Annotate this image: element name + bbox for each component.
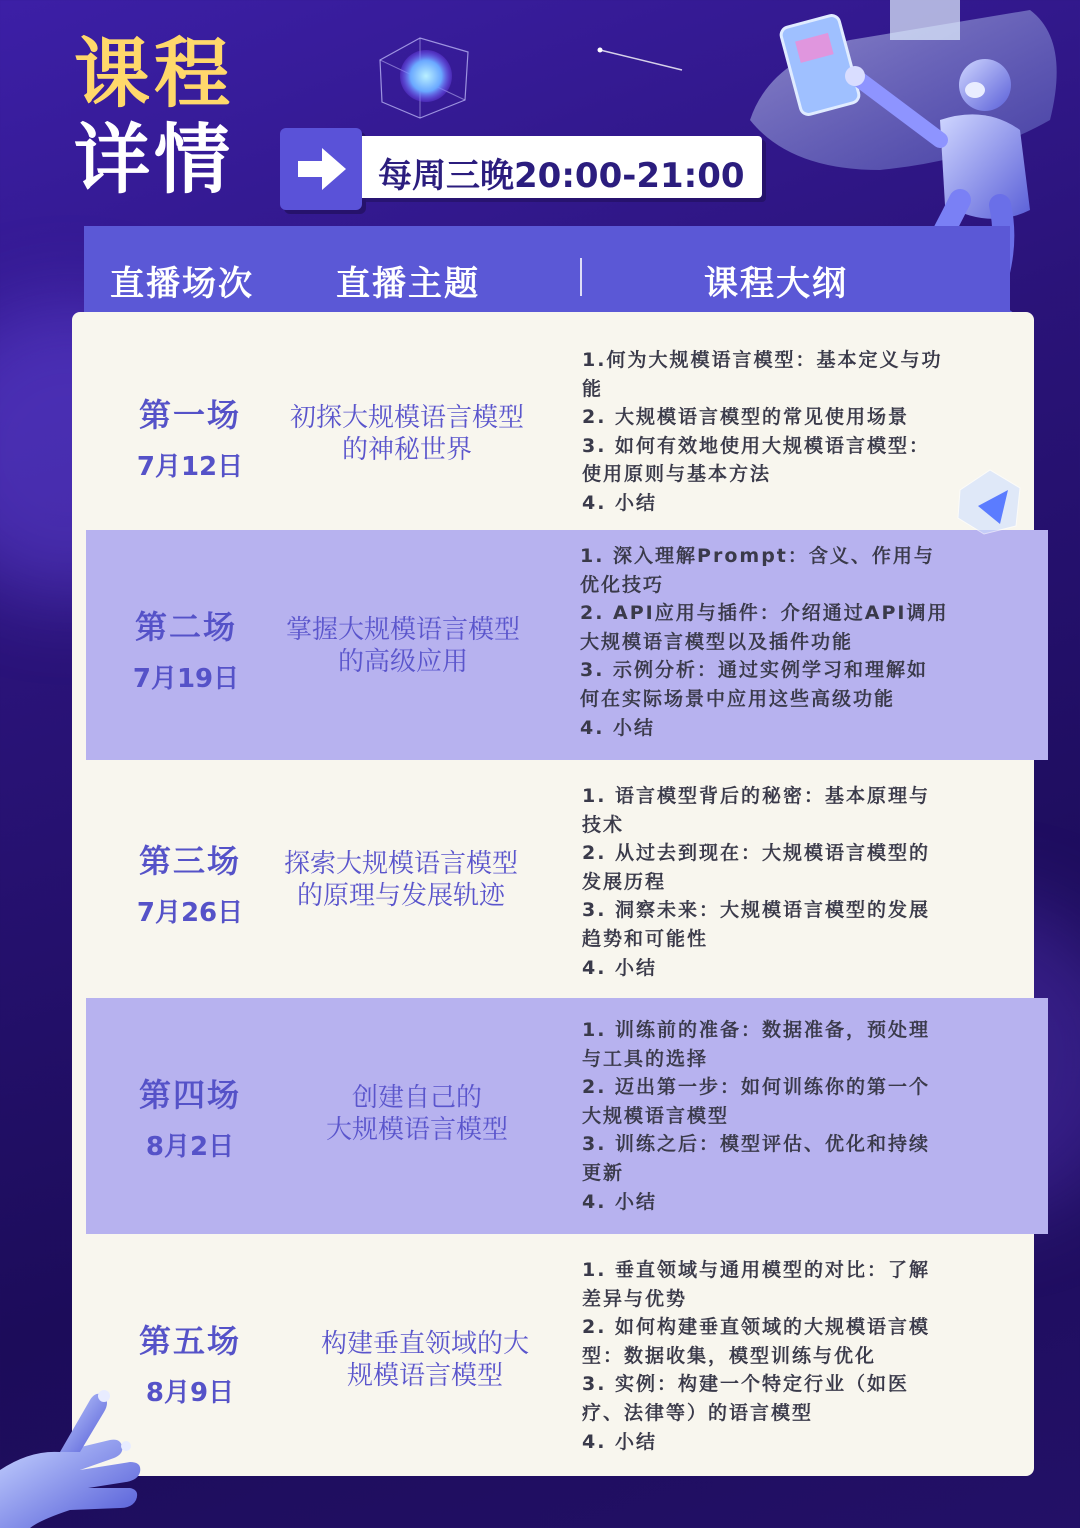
outline-line: 2. 从过去到现在：大规模语言模型的	[582, 842, 931, 865]
topic-line: 掌握大规模语言模型	[285, 615, 520, 645]
session-date: 8月9日	[145, 1378, 235, 1408]
outline-line: 疗、法律等）的语言模型	[582, 1401, 814, 1424]
outline-line: 3. 实例：构建一个特定行业（如医	[582, 1373, 910, 1396]
outline-line: 3. 示例分析：通过实例学习和理解如	[580, 659, 929, 682]
outline-cell	[582, 1256, 1002, 1456]
topic-cell	[262, 402, 552, 466]
crystal-cube-icon	[370, 20, 480, 120]
outline-line: 2. API应用与插件：介绍通过API调用	[580, 602, 949, 625]
topic-line: 规模语言模型	[346, 1361, 503, 1391]
outline-cell	[582, 346, 1002, 518]
session-date: 7月19日	[132, 664, 240, 694]
topic-cell	[272, 1082, 562, 1146]
topic-cell	[258, 614, 548, 678]
session-cell	[86, 602, 286, 695]
topic-line: 创建自己的	[351, 1083, 482, 1113]
outline-line: 3. 洞察未来：大规模语言模型的发展	[582, 899, 931, 922]
outline-line: 1. 训练前的准备：数据准备，预处理	[582, 1019, 931, 1041]
outline-line: 3. 训练之后：模型评估、优化和持续	[582, 1133, 931, 1156]
topic-line: 的神秘世界	[341, 435, 472, 465]
column-header-session: 直播场次	[110, 264, 254, 304]
outline-line: 与工具的选择	[582, 1047, 709, 1070]
session-name: 第一场	[138, 396, 241, 434]
outline-line: 2. 如何构建垂直领域的大规模语言模	[582, 1316, 931, 1339]
outline-line: 1. 垂直领域与通用模型的对比：了解	[582, 1259, 931, 1281]
topic-line: 构建垂直领域的大	[320, 1329, 529, 1359]
outline-line: 2. 大规模语言模型的常见使用场景	[582, 406, 910, 429]
session-cell	[90, 1316, 290, 1409]
topic-line: 的高级应用	[337, 647, 468, 677]
table-row	[86, 530, 1048, 760]
outline-line: 优化技巧	[580, 573, 665, 596]
outline-line: 何在实际场景中应用这些高级功能	[580, 687, 896, 710]
table-row	[86, 330, 1048, 530]
outline-line: 4. 小结	[582, 491, 658, 514]
session-date: 8月2日	[145, 1132, 235, 1162]
topic-cell	[256, 848, 546, 912]
outline-line: 趋势和可能性	[582, 927, 709, 950]
schedule-banner	[362, 136, 762, 198]
outline-line: 2. 迈出第一步：如何训练你的第一个	[582, 1076, 931, 1099]
session-name: 第二场	[134, 608, 237, 646]
session-date: 7月12日	[136, 452, 244, 482]
page-title-line2: 详情	[74, 115, 234, 204]
outline-line: 大规模语言模型以及插件功能	[580, 630, 854, 653]
table-row	[86, 1234, 1048, 1474]
session-name: 第五场	[138, 1322, 241, 1360]
session-cell	[90, 1070, 290, 1163]
page-title-line1: 课程	[74, 29, 234, 118]
outline-line: 1. 语言模型背后的秘密：基本原理与	[582, 785, 931, 807]
outline-line: 4. 小结	[582, 1190, 658, 1213]
topic-cell	[280, 1328, 570, 1392]
outline-line: 使用原则与基本方法	[582, 463, 772, 486]
arrow-badge	[280, 128, 362, 210]
table-row	[86, 760, 1048, 998]
outline-line: 更新	[582, 1161, 625, 1184]
arrow-right-icon	[280, 128, 362, 210]
outline-cell	[580, 542, 1000, 742]
outline-line: 4. 小结	[580, 716, 656, 739]
shooting-star-icon	[596, 44, 686, 74]
table-row	[86, 998, 1048, 1234]
session-name: 第三场	[138, 842, 241, 880]
outline-line: 技术	[582, 813, 625, 836]
topic-line: 初探大规模语言模型	[289, 403, 524, 433]
schedule-time: 每周三晚20:00-21:00	[378, 156, 745, 196]
column-divider	[580, 258, 582, 296]
column-header-topic: 直播主题	[336, 264, 480, 304]
session-name: 第四场	[138, 1076, 241, 1114]
column-header-outline: 课程大纲	[704, 264, 848, 304]
outline-cell	[582, 782, 1002, 982]
topic-line: 的原理与发展轨迹	[296, 881, 505, 911]
outline-line: 1. 深入理解Prompt：含义、作用与	[580, 545, 935, 567]
session-cell	[90, 390, 290, 483]
session-date: 7月26日	[136, 898, 244, 928]
outline-line: 大规模语言模型	[582, 1104, 730, 1127]
outline-line: 1.何为大规模语言模型：基本定义与功	[582, 349, 943, 371]
topic-line: 大规模语言模型	[325, 1115, 508, 1145]
outline-line: 型：数据收集，模型训练与优化	[582, 1344, 877, 1367]
outline-line: 4. 小结	[582, 1430, 658, 1453]
outline-line: 4. 小结	[582, 956, 658, 979]
topic-line: 探索大规模语言模型	[283, 849, 518, 879]
outline-line: 差异与优势	[582, 1287, 688, 1310]
outline-cell	[582, 1016, 1002, 1216]
outline-line: 能	[582, 377, 604, 400]
outline-line: 3. 如何有效地使用大规模语言模型：	[582, 434, 931, 457]
outline-line: 发展历程	[582, 870, 667, 893]
